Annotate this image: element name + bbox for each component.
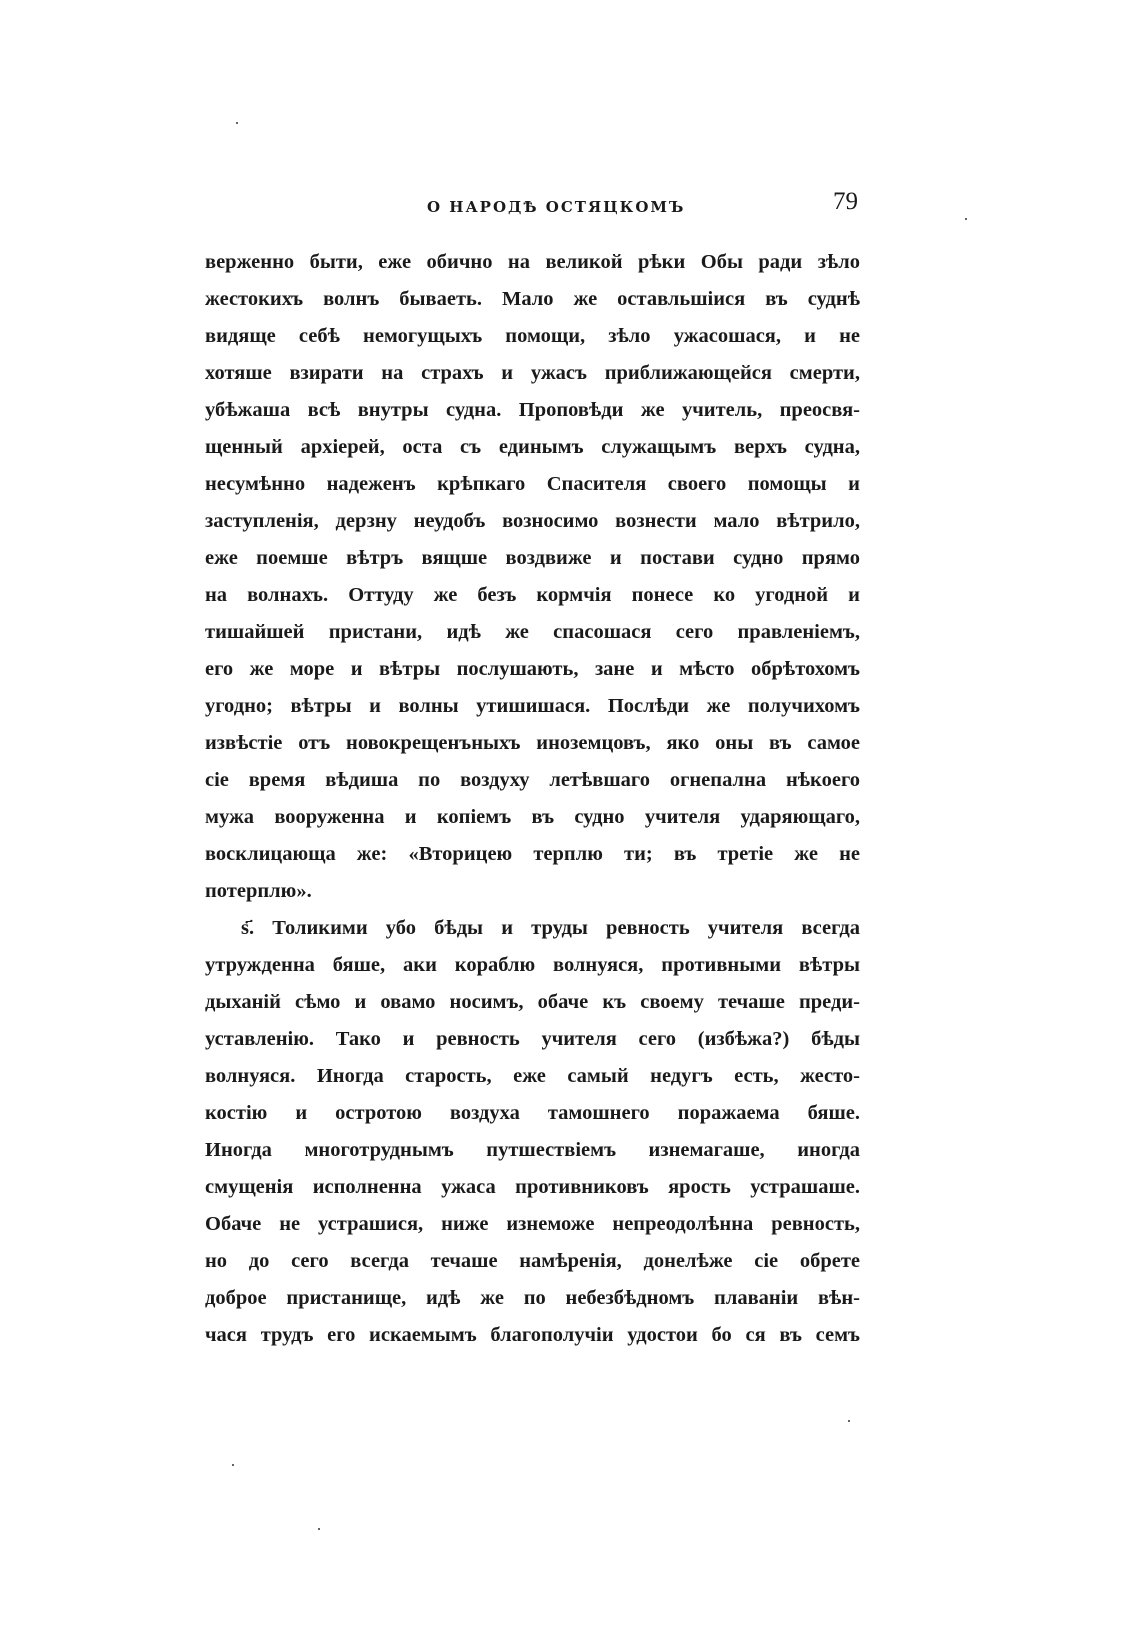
text-line: его же море и вѣтры послушають, зане и мѣсто обрѣтохомъ [205, 658, 860, 680]
scan-speck [848, 1420, 850, 1422]
text-line: потерплю». [205, 880, 312, 902]
text-line: уставленію. Тако и ревность учителя сего (избѣжа?) бѣды [205, 1028, 860, 1050]
text-line: восклицающа же: «Вторицею терплю ти; въ третіе же не [205, 843, 860, 865]
text-line: Иногда многотруднымъ путшествіемъ изнемагаше, иногда [205, 1139, 860, 1161]
body-text [205, 244, 860, 1354]
text-line: мужа вооруженна и копіемъ въ судно учителя ударяющаго, [205, 806, 860, 828]
text-line: доброе пристанище, идѣ же по небезбѣдномъ плаваніи вѣн- [205, 1287, 860, 1309]
scan-speck [965, 218, 967, 220]
page-number: 79 [833, 188, 858, 215]
text-line: хотяше взирати на страхъ и ужасъ приближающейся смерти, [205, 362, 860, 384]
text-line: чася трудъ его искаемымъ благополучіи удостои бо ся въ семъ [205, 1324, 860, 1346]
text-line: смущенія исполненна ужаса противниковъ ярость устрашаше. [205, 1176, 860, 1198]
text-line: убѣжаша всѣ внутры судна. Проповѣди же учитель, преосвя- [205, 399, 860, 421]
text-line: дыханій сѣмо и овамо носимъ, обаче къ своему течаше преди- [205, 991, 860, 1013]
text-line: волнуяся. Иногда старость, еже самый недугъ есть, жесто- [205, 1065, 860, 1087]
scan-speck [236, 122, 238, 124]
text-line: верженно быти, еже обично на великой рѣки Обы ради зѣло [205, 251, 860, 273]
text-line: утружденна бяше, аки кораблю волнуяся, противными вѣтры [205, 954, 860, 976]
text-line: щенный архіерей, оста съ единымъ служащымъ верхъ судна, [205, 436, 860, 458]
scan-speck [232, 1464, 234, 1466]
text-line: еже поемше вѣтръ вящше воздвиже и постави судно прямо [205, 547, 860, 569]
paragraph-start-line: ѕ҃. Толикими убо бѣды и труды ревность учителя всегда [241, 917, 860, 939]
text-line: сіе время вѣдиша по воздуху летѣвшаго огнепална нѣкоего [205, 769, 860, 791]
text-line: видяще себѣ немогущыхъ помощи, зѣло ужасошася, и не [205, 325, 860, 347]
text-line: жестокихъ волнъ бываеть. Мало же оставльшіися въ суднѣ [205, 288, 860, 310]
running-title: О НАРОДѢ ОСТЯЦКОМЪ [427, 198, 686, 216]
text-line: Обаче не устрашися, ниже изнеможе непреодолѣнна ревность, [205, 1213, 860, 1235]
text-line: но до сего всегда течаше намѣренія, донелѣже сіе обрете [205, 1250, 860, 1272]
text-line: заступленія, дерзну неудобъ возносимо вознести мало вѣтрило, [205, 510, 860, 532]
scan-speck [318, 1528, 320, 1530]
text-line: несумѣнно надеженъ крѣпкаго Спасителя своего помощы и [205, 473, 860, 495]
text-line: костію и остротою воздуха тамошнего поражаема бяше. [205, 1102, 860, 1124]
page-header [205, 188, 860, 228]
text-line: на волнахъ. Оттуду же безъ кормчія понесе ко угодной и [205, 584, 860, 606]
text-line: угодно; вѣтры и волны утишишася. Послѣди же получихомъ [205, 695, 860, 717]
text-line: тишайшей пристани, идѣ же спасошася сего правленіемъ, [205, 621, 860, 643]
text-line: извѣстіе отъ новокрещенъныхъ иноземцовъ, яко оны въ самое [205, 732, 860, 754]
